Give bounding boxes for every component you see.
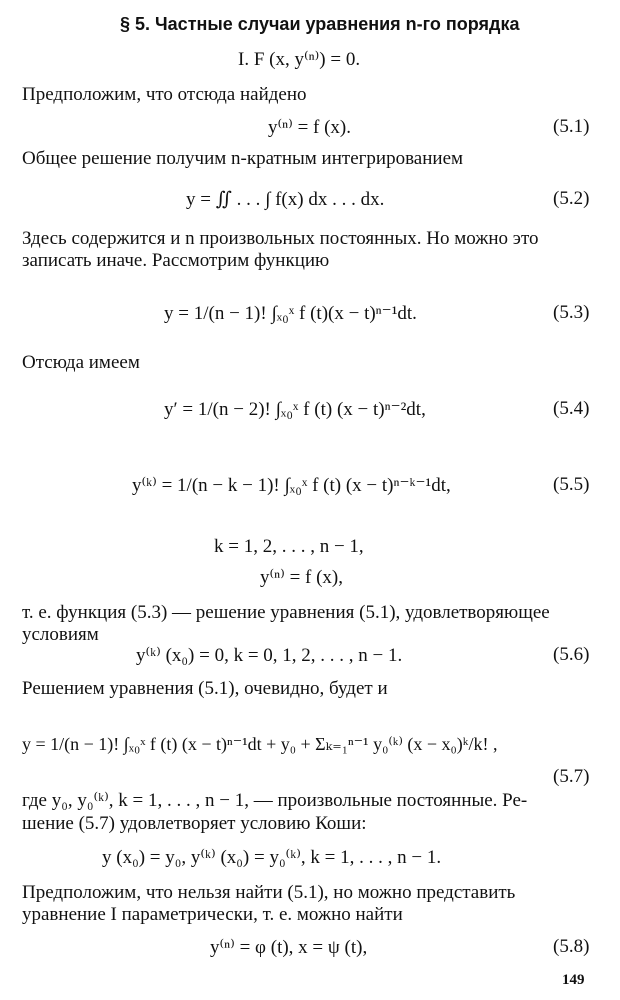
equation-5-8: y⁽ⁿ⁾ = φ (t), x = ψ (t), <box>210 937 368 958</box>
page-number: 149 <box>562 972 585 988</box>
equation-number: (5.2) <box>553 188 590 209</box>
equation-number: (5.8) <box>553 936 590 957</box>
text-line: условиям <box>22 624 99 645</box>
text-line: Общее решение получим n-кратным интегрированием <box>22 148 464 169</box>
equation-5-2: y = ∬ . . . ∫ f(x) dx . . . dx. <box>186 189 385 210</box>
equation-5-4: y′ = 1/(n − 2)! ∫ₓ₀ˣ f (t) (x − t)ⁿ⁻²dt, <box>164 399 426 420</box>
equation-5-5-last: y⁽ⁿ⁾ = f (x), <box>260 567 344 588</box>
equation-number: (5.3) <box>553 302 590 323</box>
text-line: Предположим, что отсюда найдено <box>22 84 307 105</box>
text-line: где y₀, y₀⁽ᵏ⁾, k = 1, . . . , n − 1, — произвольные постоянные. Ре- <box>22 790 528 811</box>
text-line: записать иначе. Рассмотрим функцию <box>22 250 330 271</box>
equation-number: (5.7) <box>553 766 590 787</box>
text-line: уравнение I параметрически, т. е. можно найти <box>22 904 403 925</box>
text-line: шение (5.7) удовлетворяет условию Коши: <box>22 813 367 834</box>
equation-5-5: y⁽ᵏ⁾ = 1/(n − k − 1)! ∫ₓ₀ˣ f (t) (x − t)ⁿ⁻ᵏ⁻¹dt, <box>132 475 451 496</box>
equation-5-3: y = 1/(n − 1)! ∫ₓ₀ˣ f (t)(x − t)ⁿ⁻¹dt. <box>164 303 417 324</box>
equation-5-1: y⁽ⁿ⁾ = f (x). <box>268 117 352 138</box>
text-line: Решением уравнения (5.1), очевидно, будет и <box>22 678 388 699</box>
text-line: т. е. функция (5.3) — решение уравнения (5.1), удовлетворяющее <box>22 602 550 623</box>
equation-number: (5.4) <box>553 398 590 419</box>
text-line: Отсюда имеем <box>22 352 140 373</box>
equation-5-6: y⁽ᵏ⁾ (x₀) = 0, k = 0, 1, 2, . . . , n − 1. <box>136 645 403 666</box>
equation-number: (5.5) <box>553 474 590 495</box>
equation-number: (5.6) <box>553 644 590 665</box>
equation-cauchy: y (x₀) = y₀, y⁽ᵏ⁾ (x₀) = y₀⁽ᵏ⁾, k = 1, . . . , n − 1. <box>102 847 442 868</box>
equation-5-7: y = 1/(n − 1)! ∫ₓ₀ˣ f (t) (x − t)ⁿ⁻¹dt + y₀ + Σₖ₌₁ⁿ⁻¹ y₀⁽ᵏ⁾ (x − x₀)ᵏ/k! , <box>22 734 498 754</box>
case-heading: I. F (x, y⁽ⁿ⁾) = 0. <box>238 49 361 70</box>
text-line: Здесь содержится и n произвольных постоянных. Но можно это <box>22 228 539 249</box>
equation-5-5-range: k = 1, 2, . . . , n − 1, <box>214 536 364 557</box>
text-line: Предположим, что нельзя найти (5.1), но можно представить <box>22 882 516 903</box>
equation-number: (5.1) <box>553 116 590 137</box>
section-heading: § 5. Частные случаи уравнения n-го порядка <box>120 14 520 34</box>
